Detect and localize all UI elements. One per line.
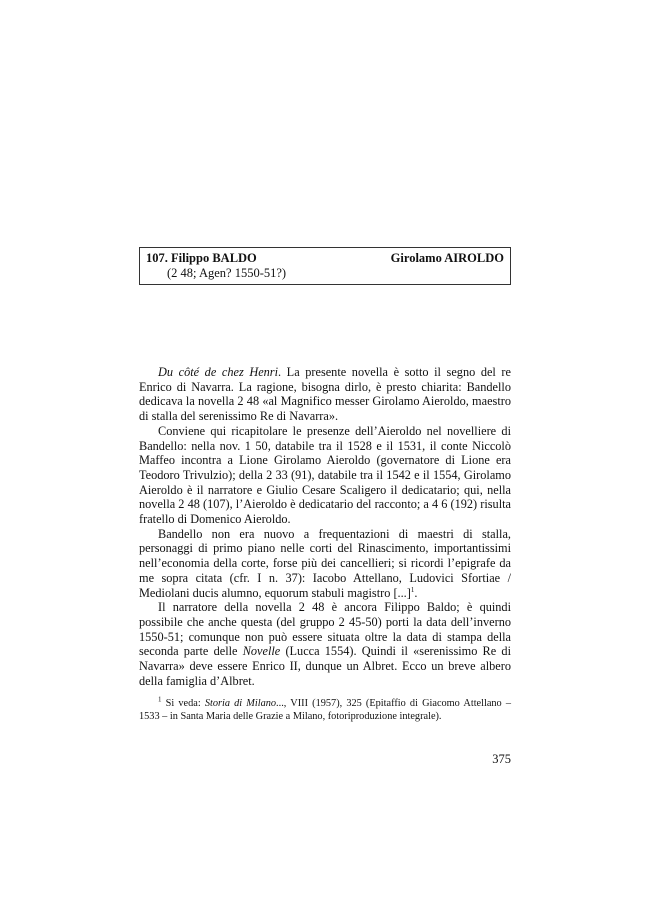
- paragraph-3-text: Bandello non era nuovo a frequentazioni di maestri di stalla, personaggi di primo piano nelle corti del Rinascimento, importantissimi nell’economia della corte, forse più dei cancellieri; si ricordi l’epigrafe da me sopra citata (cfr. I n. 37): Iacobo Attellano, Ludovici Sfortiae / Mediolani ducis alumno, equorum stabuli magistro [...]: [139, 526, 511, 600]
- paragraph-4-italic: Novelle: [242, 644, 281, 659]
- footnote-text-a: Si veda:: [161, 698, 205, 709]
- main-text: [139, 365, 511, 688]
- paragraph-1-text: . La presente novella è sotto il segno del re Enrico di Navarra. La ragione, bisogna dirlo, è presto chiarita: Bandello dedicava la novella 2 48 «al Magnifico messer Girolamo Aieroldo, maestro di stalla del serenissimo Re di Navarra».: [139, 365, 511, 424]
- footnote-paragraph: [139, 697, 511, 723]
- paragraph-2-text: Conviene qui ricapitolare le presenze dell’Aieroldo nel novelliere di Bandello: nella nov. 1 50, databile tra il 1528 e il 1531, il conte Niccolò Maffeo incontra a Lione Girolamo Aieroldo (governatore di Lione era Teodoro Trivulzio); della 2 33 (91), databile tra il 1542 e il 1554, Girolamo Aieroldo è il narratore e Giulio Cesare Scaligero il dedicatario; qui, nella novella 2 48 (107), l’Aieroldo è dedicatario del racconto; a 4 6 (192) risulta fratello di Domenico Aieroldo.: [139, 423, 511, 527]
- footnote-text-b: ..., VIII (1957), 325 (Epitaffio di Giacomo Attellano – 1533 – in Santa Maria delle Grazie a Milano, fotoriproduzione integrale).: [139, 698, 512, 722]
- entry-details: (2 48; Agen? 1550-51?): [167, 266, 287, 280]
- paragraph-4-text-a: Il narratore della novella 2 48 è ancora Filippo Baldo; è quindi possibile che anche questa (del gruppo 2 45-50) porti la data dell’inverno 1550-51; comunque non può essere situata oltre la data di stampa della seconda parte delle: [139, 600, 511, 659]
- paragraph-1-italic: Du côté de chez Henri: [158, 365, 279, 379]
- footnote-reference: 1: [410, 585, 415, 594]
- footnote-number: 1: [158, 695, 162, 704]
- paragraph-2: [139, 424, 511, 527]
- entry-header-row: [146, 251, 504, 266]
- entry-dedicatee: Girolamo AIROLDO: [390, 251, 504, 265]
- paragraph-3-end: .: [414, 585, 418, 600]
- paragraph-4-text-b: (Lucca 1554). Quindi il «serenissimo Re di Navarra» deve essere Enrico II, dunque un Albret. Ecco un breve albero della famiglia d’Albret.: [139, 644, 511, 688]
- entry-title: 107. Filippo BALDO: [146, 251, 257, 265]
- paragraph-1: [139, 365, 511, 424]
- footnote: [139, 697, 511, 723]
- paragraph-3: [139, 527, 511, 601]
- paragraph-4: [139, 600, 511, 688]
- page-number: 375: [492, 752, 511, 766]
- entry-header-box: [139, 247, 511, 285]
- footnote-italic: Storia di Milano: [204, 698, 277, 709]
